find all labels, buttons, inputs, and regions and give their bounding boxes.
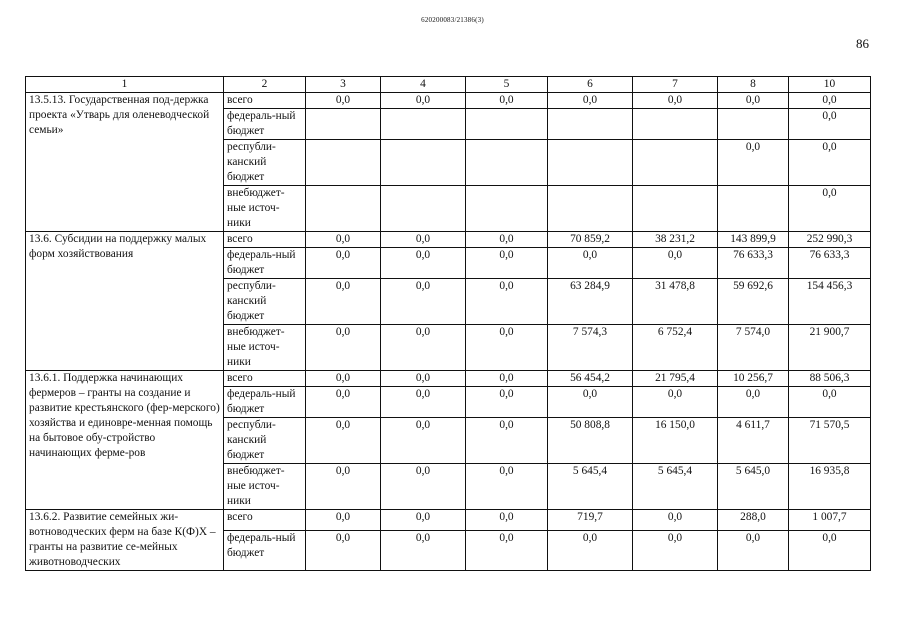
value-cell: 0,0 (718, 530, 789, 570)
value-cell: 0,0 (718, 140, 789, 186)
table-row (26, 371, 871, 387)
value-cell: 0,0 (548, 530, 633, 570)
value-cell: 16 150,0 (633, 418, 718, 464)
funding-source-cell: республи-канский бюджет (224, 418, 306, 464)
value-cell (381, 109, 466, 140)
column-header: 7 (633, 77, 718, 93)
column-header: 3 (306, 77, 381, 93)
value-cell: 76 633,3 (718, 248, 789, 279)
value-cell: 0,0 (466, 418, 548, 464)
funding-source-cell: республи-канский бюджет (224, 279, 306, 325)
value-cell: 0,0 (633, 387, 718, 418)
value-cell: 0,0 (306, 248, 381, 279)
column-header: 10 (789, 77, 871, 93)
funding-source-cell: всего (224, 232, 306, 248)
value-cell: 252 990,3 (789, 232, 871, 248)
value-cell (381, 140, 466, 186)
value-cell: 0,0 (633, 248, 718, 279)
value-cell: 1 007,7 (789, 510, 871, 531)
value-cell: 76 633,3 (789, 248, 871, 279)
value-cell (633, 140, 718, 186)
value-cell: 0,0 (306, 93, 381, 109)
value-cell: 0,0 (633, 93, 718, 109)
value-cell: 5 645,0 (718, 464, 789, 510)
value-cell: 719,7 (548, 510, 633, 531)
value-cell: 0,0 (633, 530, 718, 570)
value-cell: 0,0 (306, 510, 381, 531)
value-cell (718, 186, 789, 232)
value-cell: 0,0 (306, 464, 381, 510)
value-cell (548, 140, 633, 186)
value-cell: 0,0 (381, 418, 466, 464)
value-cell: 0,0 (306, 418, 381, 464)
value-cell: 0,0 (466, 530, 548, 570)
value-cell: 71 570,5 (789, 418, 871, 464)
value-cell: 0,0 (381, 510, 466, 531)
funding-source-cell: внебюджет-ные источ-ники (224, 464, 306, 510)
value-cell: 0,0 (466, 510, 548, 531)
value-cell: 0,0 (381, 371, 466, 387)
value-cell: 21 795,4 (633, 371, 718, 387)
value-cell: 0,0 (306, 530, 381, 570)
value-cell: 21 900,7 (789, 325, 871, 371)
value-cell: 7 574,0 (718, 325, 789, 371)
value-cell: 63 284,9 (548, 279, 633, 325)
value-cell: 154 456,3 (789, 279, 871, 325)
funding-source-cell: федераль-ный бюджет (224, 530, 306, 570)
funding-source-cell: внебюджет-ные источ-ники (224, 325, 306, 371)
value-cell (633, 186, 718, 232)
value-cell: 0,0 (381, 464, 466, 510)
value-cell: 0,0 (381, 530, 466, 570)
value-cell: 288,0 (718, 510, 789, 531)
value-cell: 0,0 (718, 387, 789, 418)
section-label: 13.5.13. Государственная под-держка проекта «Утварь для оленеводческой семьи» (26, 93, 224, 232)
value-cell: 0,0 (381, 93, 466, 109)
value-cell: 0,0 (306, 387, 381, 418)
value-cell (306, 186, 381, 232)
value-cell: 50 808,8 (548, 418, 633, 464)
value-cell (381, 186, 466, 232)
value-cell: 0,0 (381, 248, 466, 279)
value-cell: 59 692,6 (718, 279, 789, 325)
value-cell: 6 752,4 (633, 325, 718, 371)
value-cell: 5 645,4 (548, 464, 633, 510)
value-cell: 0,0 (306, 371, 381, 387)
value-cell (466, 140, 548, 186)
section-label: 13.6.2. Развитие семейных жи-вотноводческих ферм на базе К(Ф)Х – гранты на развитие се-мейных животноводческих (26, 510, 224, 571)
value-cell: 0,0 (381, 325, 466, 371)
table-row (26, 232, 871, 248)
funding-source-cell: всего (224, 93, 306, 109)
value-cell: 31 478,8 (633, 279, 718, 325)
value-cell: 0,0 (633, 510, 718, 531)
column-header: 4 (381, 77, 466, 93)
funding-source-cell: республи-канский бюджет (224, 140, 306, 186)
section-label: 13.6.1. Поддержка начинающих фермеров – гранты на создание и развитие крестьянского (фер-мерского) хозяйства и единовре-менная помощь на бытовое обу-стройство начинающих ферме-ров (26, 371, 224, 510)
column-header: 6 (548, 77, 633, 93)
value-cell: 0,0 (789, 186, 871, 232)
value-cell: 0,0 (466, 232, 548, 248)
column-header: 5 (466, 77, 548, 93)
value-cell: 0,0 (466, 279, 548, 325)
value-cell: 0,0 (548, 93, 633, 109)
value-cell (548, 186, 633, 232)
value-cell: 0,0 (548, 248, 633, 279)
funding-source-cell: федераль-ный бюджет (224, 109, 306, 140)
column-header: 2 (224, 77, 306, 93)
section-label: 13.6. Субсидии на поддержку малых форм хозяйствования (26, 232, 224, 371)
table-row (26, 93, 871, 109)
column-header: 1 (26, 77, 224, 93)
value-cell: 0,0 (306, 325, 381, 371)
value-cell: 0,0 (466, 371, 548, 387)
table-row (26, 510, 871, 531)
value-cell: 0,0 (718, 93, 789, 109)
value-cell: 143 899,9 (718, 232, 789, 248)
value-cell: 0,0 (466, 93, 548, 109)
funding-source-cell: внебюджет-ные источ-ники (224, 186, 306, 232)
value-cell (466, 109, 548, 140)
value-cell: 56 454,2 (548, 371, 633, 387)
value-cell: 0,0 (466, 387, 548, 418)
value-cell: 5 645,4 (633, 464, 718, 510)
value-cell: 0,0 (789, 530, 871, 570)
value-cell: 0,0 (789, 140, 871, 186)
funding-source-cell: всего (224, 371, 306, 387)
value-cell: 70 859,2 (548, 232, 633, 248)
value-cell: 0,0 (548, 387, 633, 418)
value-cell: 0,0 (789, 109, 871, 140)
value-cell: 0,0 (381, 387, 466, 418)
page-number: 86 (856, 36, 869, 51)
value-cell: 0,0 (381, 232, 466, 248)
funding-source-cell: федераль-ный бюджет (224, 248, 306, 279)
funding-source-cell: федераль-ный бюджет (224, 387, 306, 418)
value-cell (306, 109, 381, 140)
value-cell: 10 256,7 (718, 371, 789, 387)
value-cell: 16 935,8 (789, 464, 871, 510)
value-cell: 88 506,3 (789, 371, 871, 387)
value-cell: 7 574,3 (548, 325, 633, 371)
budget-table (25, 76, 871, 571)
value-cell: 0,0 (466, 325, 548, 371)
value-cell: 4 611,7 (718, 418, 789, 464)
value-cell (306, 140, 381, 186)
value-cell (466, 186, 548, 232)
document-code: 620200083/21386(3) (421, 16, 484, 24)
value-cell (633, 109, 718, 140)
value-cell: 0,0 (789, 93, 871, 109)
value-cell: 0,0 (306, 279, 381, 325)
value-cell: 0,0 (381, 279, 466, 325)
value-cell (548, 109, 633, 140)
column-header: 8 (718, 77, 789, 93)
value-cell: 38 231,2 (633, 232, 718, 248)
value-cell: 0,0 (306, 232, 381, 248)
value-cell (718, 109, 789, 140)
value-cell: 0,0 (789, 387, 871, 418)
column-header-row (26, 77, 871, 93)
value-cell: 0,0 (466, 464, 548, 510)
funding-source-cell: всего (224, 510, 306, 531)
value-cell: 0,0 (466, 248, 548, 279)
